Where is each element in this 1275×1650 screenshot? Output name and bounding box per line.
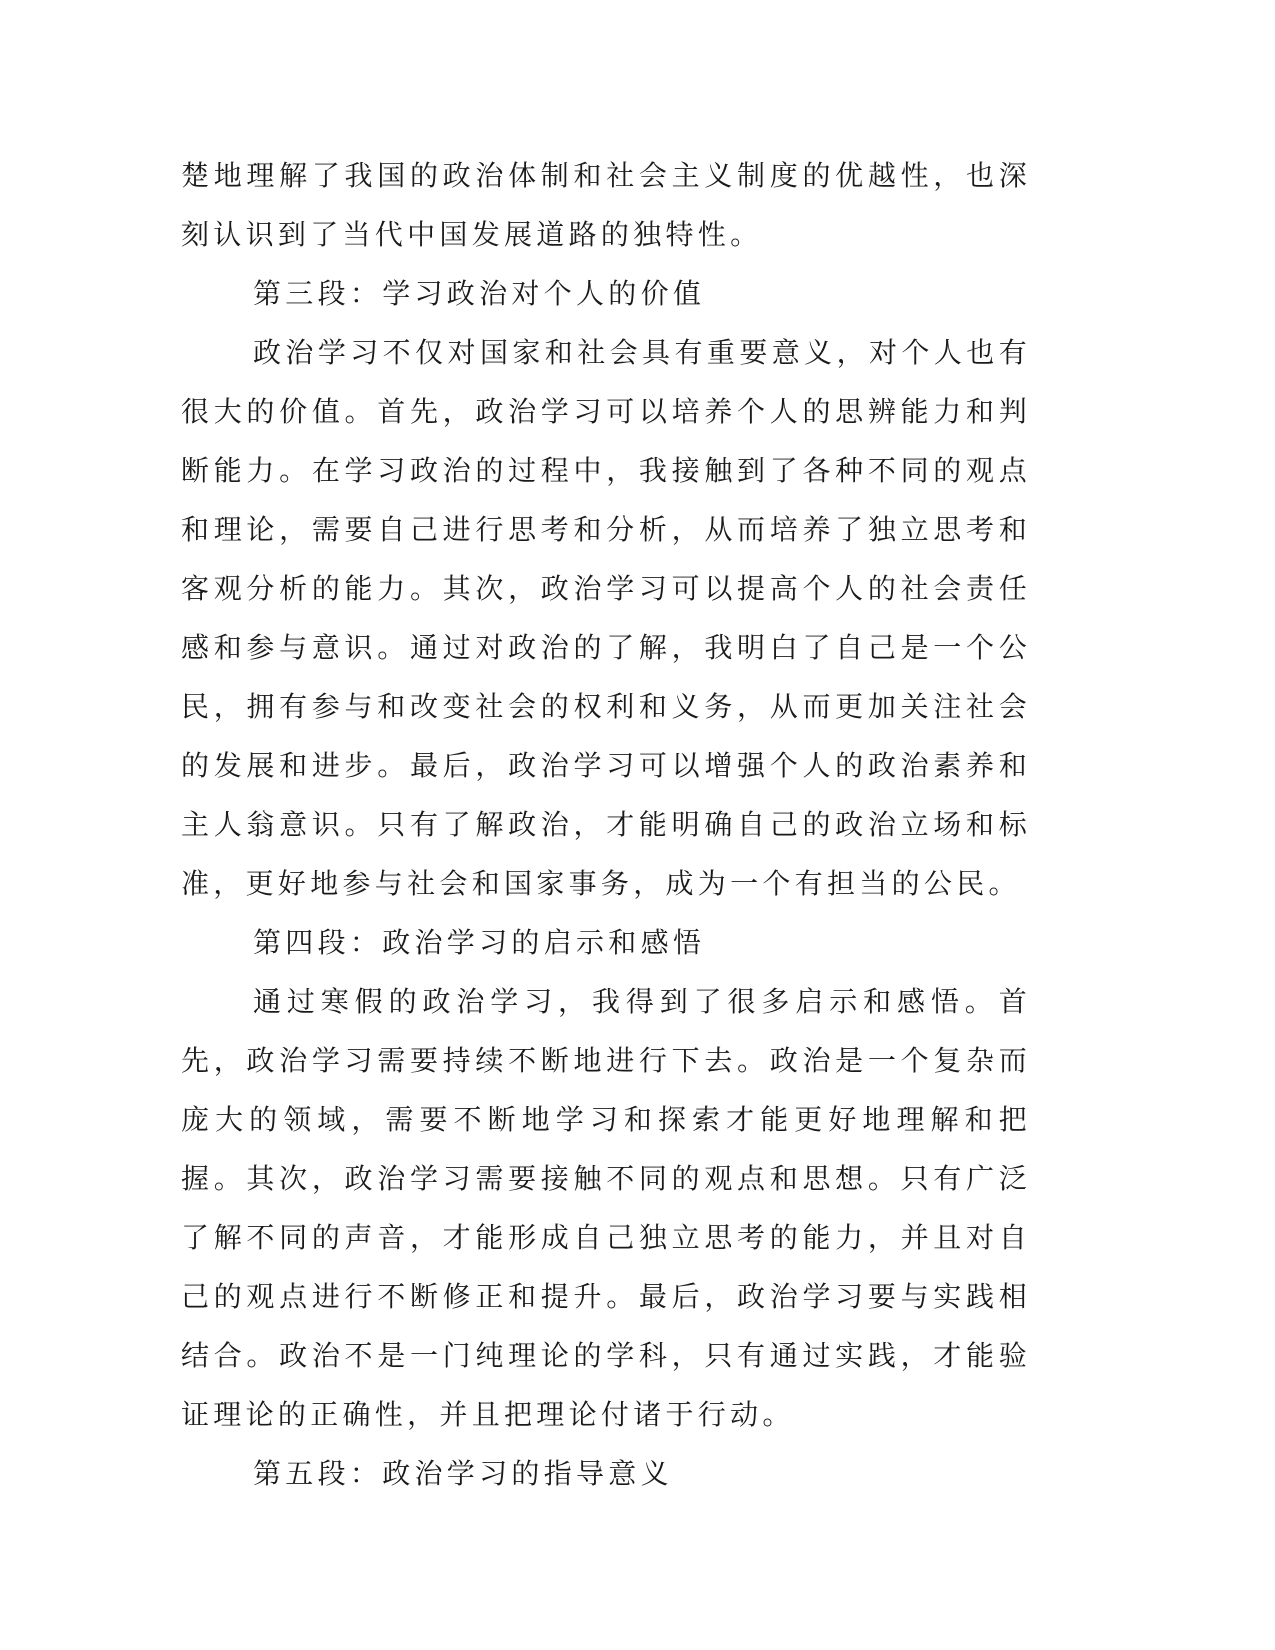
document-page: [181, 146, 1031, 1503]
paragraph-continuation: 楚地理解了我国的政治体制和社会主义制度的优越性，也深刻认识到了当代中国发展道路的独特性。: [181, 159, 1031, 251]
section-heading-4: 第四段：政治学习的启示和感悟: [253, 926, 706, 959]
section-heading-5: 第五段：政治学习的指导意义: [253, 1457, 673, 1490]
paragraph-section-4: 通过寒假的政治学习，我得到了很多启示和感悟。首先，政治学习需要持续不断地进行下去。政治是一个复杂而庞大的领域，需要不断地学习和探索才能更好地理解和把握。其次，政治学习需要接触不同的观点和思想。只有广泛了解不同的声音，才能形成自己独立思考的能力，并且对自己的观点进行不断修正和提升。最后，政治学习要与实践相结合。政治不是一门纯理论的学科，只有通过实践，才能验证理论的正确性，并且把理论付诸于行动。: [181, 985, 1031, 1431]
paragraph-section-3: 政治学习不仅对国家和社会具有重要意义，对个人也有很大的价值。首先，政治学习可以培养个人的思辨能力和判断能力。在学习政治的过程中，我接触到了各种不同的观点和理论，需要自己进行思考和分析，从而培养了独立思考和客观分析的能力。其次，政治学习可以提高个人的社会责任感和参与意识。通过对政治的了解，我明白了自己是一个公民，拥有参与和改变社会的权利和义务，从而更加关注社会的发展和进步。最后，政治学习可以增强个人的政治素养和主人翁意识。只有了解政治，才能明确自己的政治立场和标准，更好地参与社会和国家事务，成为一个有担当的公民。: [181, 336, 1031, 900]
section-heading-3: 第三段：学习政治对个人的价值: [253, 277, 706, 310]
